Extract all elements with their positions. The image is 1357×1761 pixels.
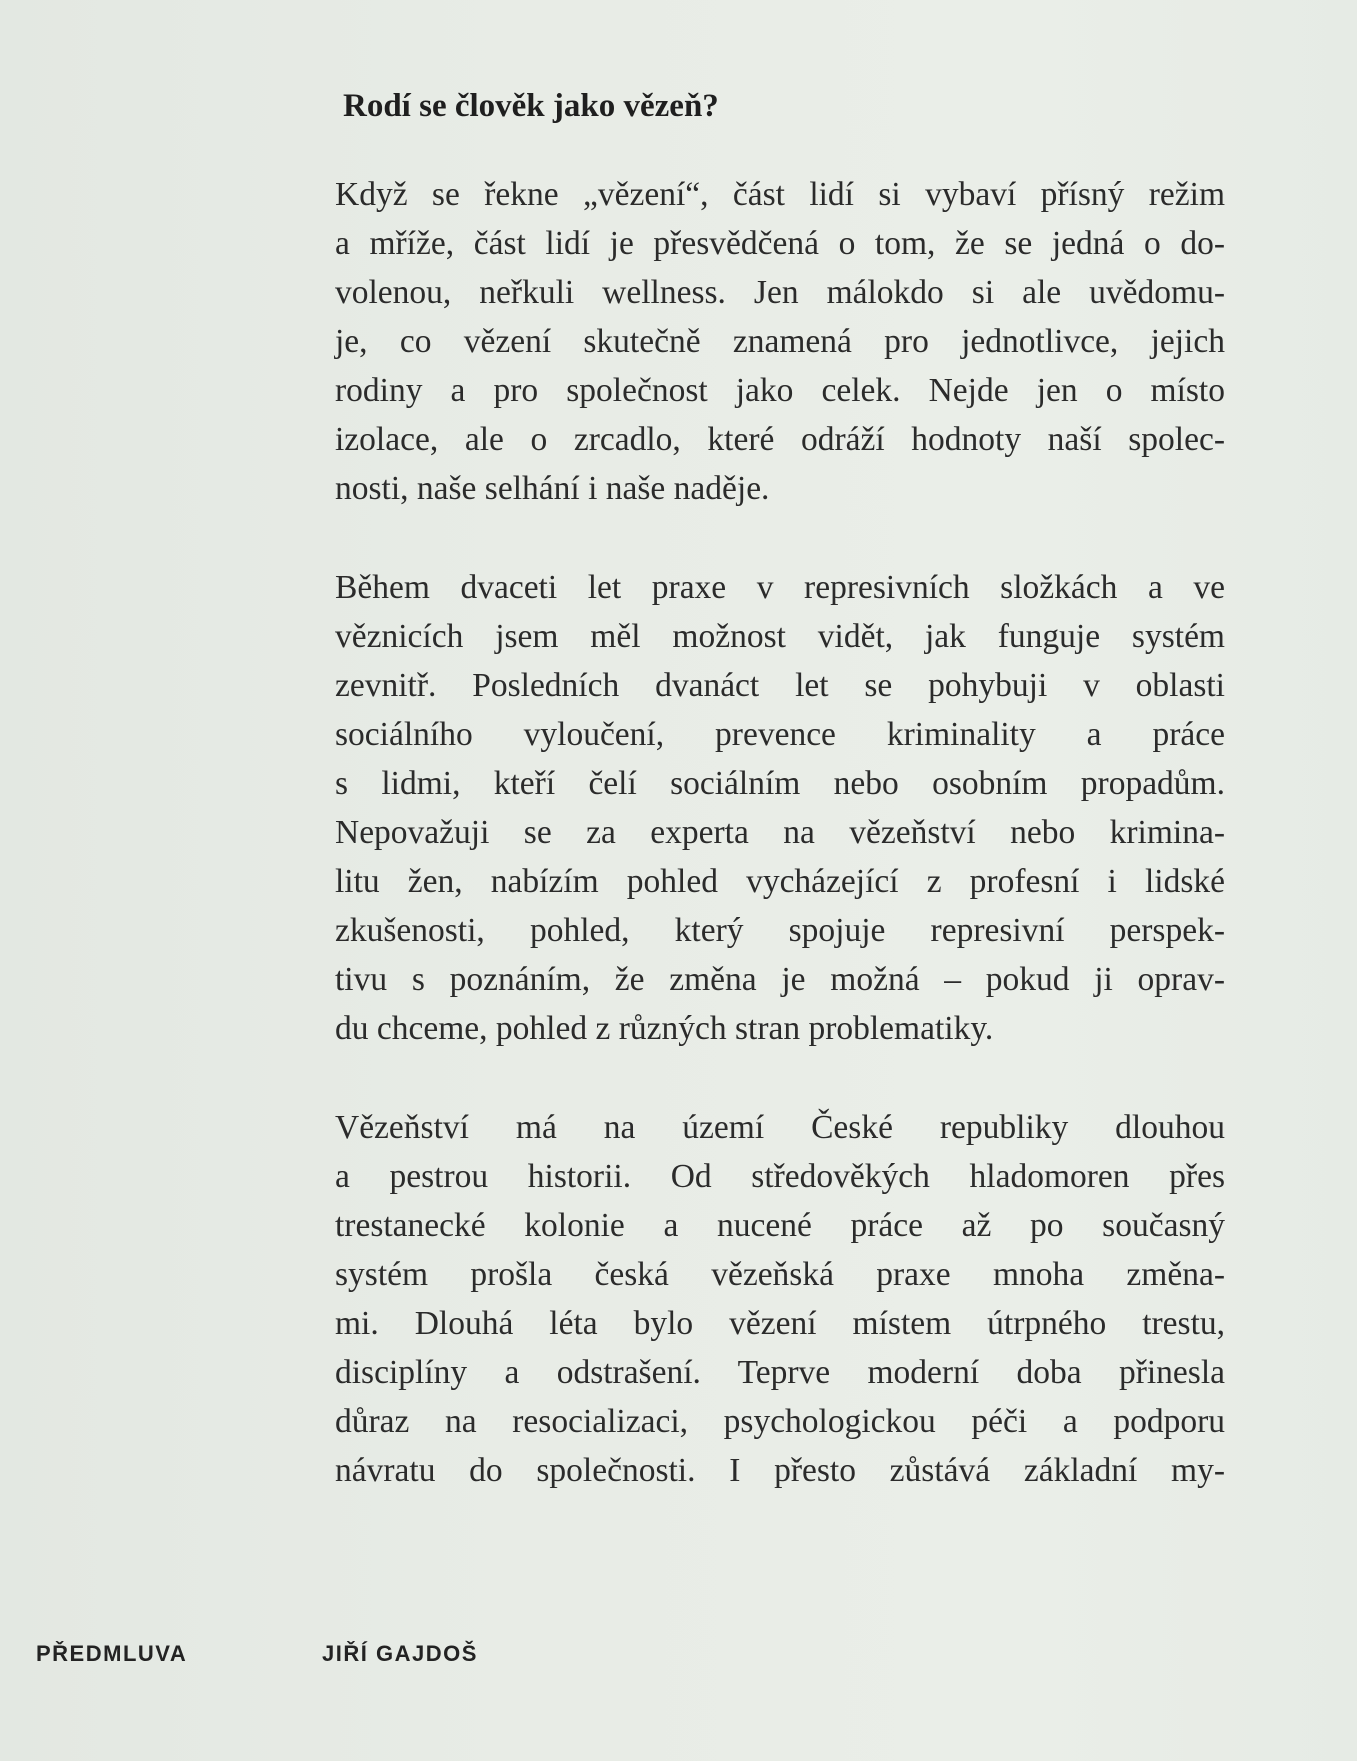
text-line: izolace, ale o zrcadlo, které odráží hodnoty naší spolec- xyxy=(335,421,1225,458)
page-footer xyxy=(0,1641,1357,1671)
text-line: zevnitř. Posledních dvanáct let se pohybuji v oblasti xyxy=(335,667,1225,704)
text-line: trestanecké kolonie a nucené práce až po současný xyxy=(335,1207,1225,1244)
text-line: disciplíny a odstrašení. Teprve moderní doba přinesla xyxy=(335,1354,1225,1391)
text-line: věznicích jsem měl možnost vidět, jak funguje systém xyxy=(335,618,1225,655)
text-line: důraz na resocializaci, psychologickou péči a podporu xyxy=(335,1403,1225,1440)
text-line: volenou, neřkuli wellness. Jen málokdo si ale uvědomu- xyxy=(335,274,1225,311)
text-line: du chceme, pohled z různých stran problematiky. xyxy=(335,1010,994,1047)
paragraph-1 xyxy=(335,170,1225,513)
text-line: systém prošla česká vězeňská praxe mnoha změna- xyxy=(335,1256,1225,1293)
paragraph-2 xyxy=(335,563,1225,1053)
page-content xyxy=(335,78,1225,1495)
text-line: a mříže, část lidí je přesvědčená o tom, že se jedná o do- xyxy=(335,225,1225,262)
text-line: návratu do společnosti. I přesto zůstává základní my- xyxy=(335,1452,1225,1489)
text-line: Vězeňství má na území České republiky dlouhou xyxy=(335,1109,1225,1146)
text-line: zkušenosti, pohled, který spojuje represivní perspek- xyxy=(335,912,1225,949)
footer-section-title: PŘEDMLUVA xyxy=(36,1641,188,1666)
paragraph-3 xyxy=(335,1103,1225,1495)
text-line: mi. Dlouhá léta bylo vězení místem útrpného trestu, xyxy=(335,1305,1225,1342)
text-line: je, co vězení skutečně znamená pro jednotlivce, jejich xyxy=(335,323,1225,360)
text-line: Když se řekne „vězení“, část lidí si vybaví přísný režim xyxy=(335,176,1225,213)
text-line: a pestrou historii. Od středověkých hladomoren přes xyxy=(335,1158,1225,1195)
text-line: Během dvaceti let praxe v represivních složkách a ve xyxy=(335,569,1225,606)
text-line: sociálního vyloučení, prevence kriminality a práce xyxy=(335,716,1225,753)
text-line: Nepovažuji se za experta na vězeňství nebo krimina- xyxy=(335,814,1225,851)
text-line: litu žen, nabízím pohled vycházející z profesní i lidské xyxy=(335,863,1225,900)
text-line: rodiny a pro společnost jako celek. Nejde jen o místo xyxy=(335,372,1225,409)
text-line: s lidmi, kteří čelí sociálním nebo osobním propadům. xyxy=(335,765,1225,802)
chapter-heading: Rodí se člověk jako vězeň? xyxy=(343,88,719,124)
text-line: nosti, naše selhání i naše naděje. xyxy=(335,470,770,507)
text-line: tivu s poznáním, že změna je možná – pokud ji oprav- xyxy=(335,961,1225,998)
footer-author-name: JIŘÍ GAJDOŠ xyxy=(322,1641,478,1666)
